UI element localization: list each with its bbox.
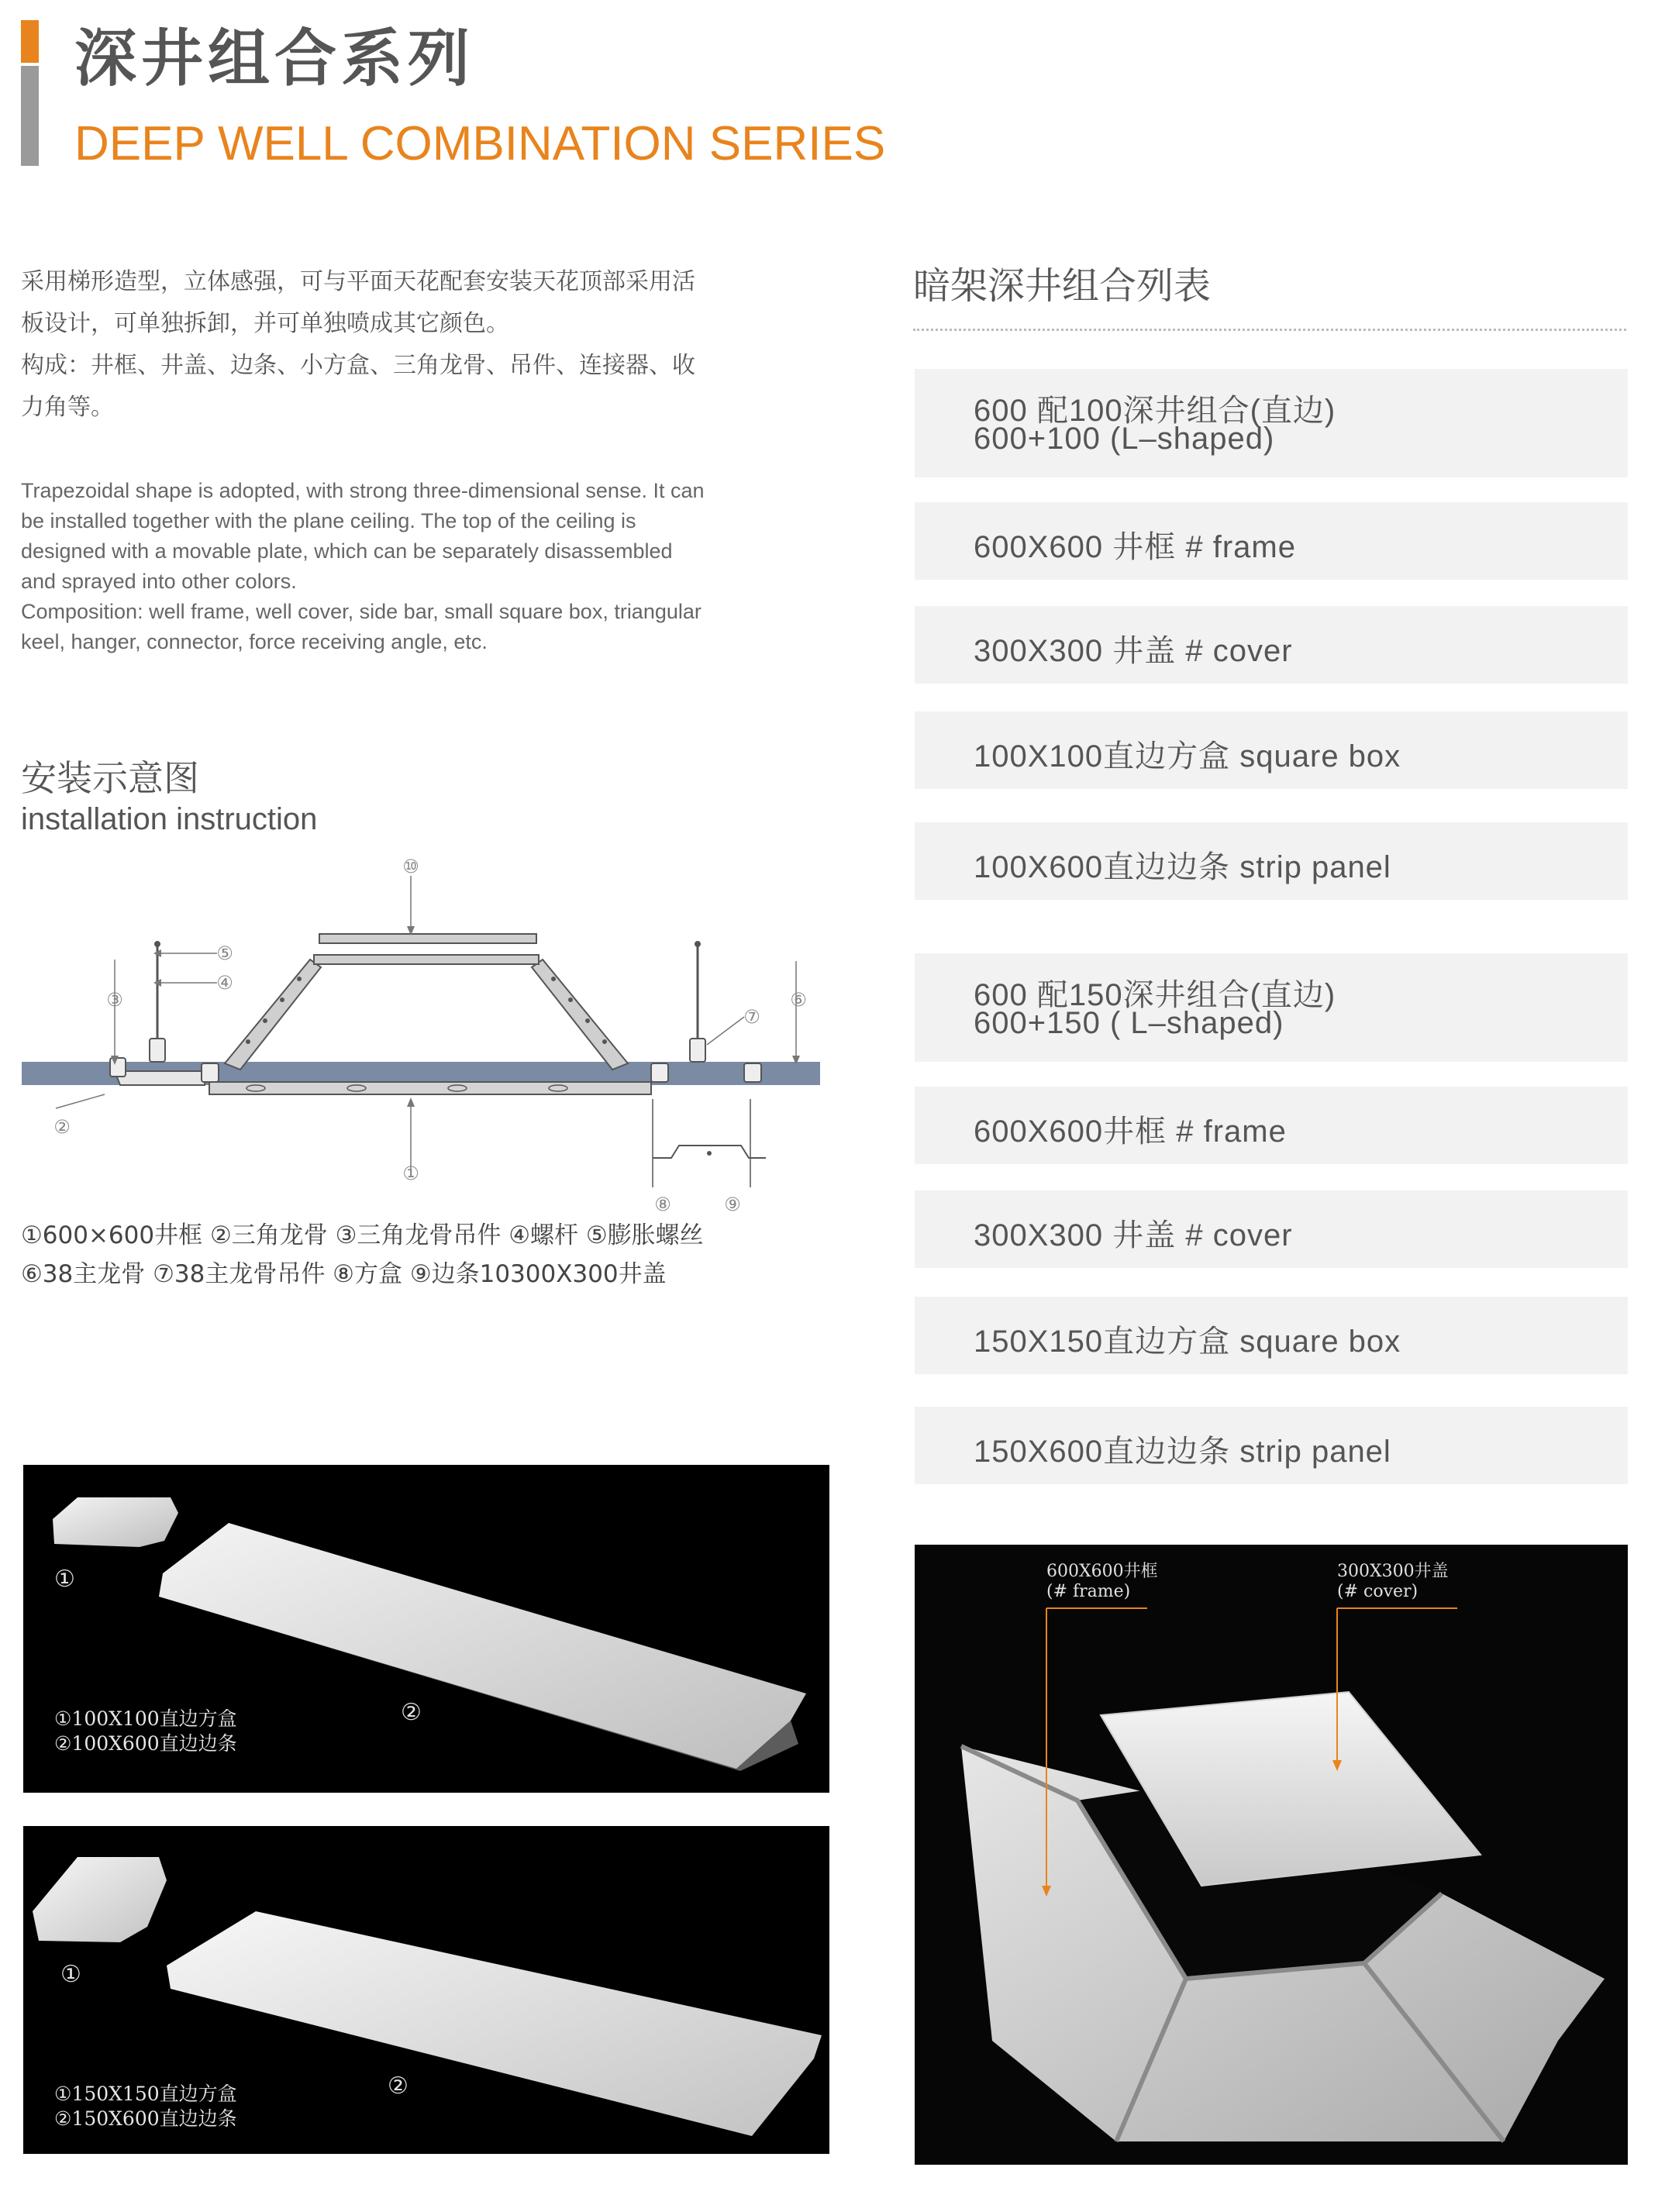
callout-2: ②: [53, 1116, 71, 1138]
table-row: [915, 822, 1628, 900]
intro-zh: [21, 261, 827, 429]
page-title-en: DEEP WELL COMBINATION SERIES: [74, 117, 886, 171]
callout-10: ⑩: [402, 856, 419, 877]
installation-legend-line2: ⑥38主龙骨 ⑦38主龙骨吊件 ⑧方盒 ⑨边条10300X300井盖: [21, 1260, 667, 1288]
photo1-caption-1: ①100X100直边方盒: [54, 1707, 237, 1730]
table-row: [915, 953, 1628, 1062]
intro-en-line: keel, hanger, connector, force receiving angle, etc.: [21, 630, 488, 653]
table-row: [915, 502, 1628, 580]
photo1-number-1: ①: [54, 1566, 75, 1593]
table-row: [915, 1087, 1628, 1164]
installation-legend-line1: ①600×600井框 ②三角龙骨 ③三角龙骨吊件 ④螺杆 ⑤膨胀螺丝: [21, 1221, 704, 1249]
photo2-number-1: ①: [60, 1961, 81, 1988]
top-frame-plate: [314, 955, 539, 964]
table-title-divider: [913, 329, 1626, 331]
table-row: [915, 369, 1628, 477]
row-line1: 600 配100深井组合(直边): [974, 394, 1336, 428]
table-row: [915, 1407, 1628, 1484]
intro-zh-line: 采用梯形造型，立体感强，可与平面天花配套安装天花顶部采用活: [21, 268, 695, 295]
callout-3: ③: [106, 989, 123, 1011]
table-row: [915, 1190, 1628, 1268]
row-line1: 600X600 井框 # frame: [974, 530, 1296, 564]
hanger-clip: [110, 1058, 126, 1077]
callout-1: ①: [402, 1163, 419, 1184]
row-line1: 100X100直边方盒 square box: [974, 739, 1401, 774]
table-row: [915, 711, 1628, 789]
intro-en-line: be installed together with the plane ceiling. The top of the ceiling is: [21, 509, 636, 532]
strip-panel-image: [159, 1523, 806, 1769]
photo1-number-2: ②: [401, 1699, 422, 1726]
frame-base-strip: [209, 1082, 651, 1094]
row-line1: 600X600井框 # frame: [974, 1115, 1287, 1149]
frame-label: 600X600井框: [1046, 1562, 1158, 1581]
strip-panel-image: [167, 1911, 822, 2136]
intro-zh-line: 构成：井框、井盖、边条、小方盒、三角龙骨、吊件、连接器、收: [21, 352, 695, 379]
well-cover-plate: [319, 934, 536, 943]
row-line1: 300X300 井盖 # cover: [974, 1218, 1293, 1252]
product-photo-150: [23, 1826, 829, 2154]
triangle-keel-left: [115, 1071, 206, 1085]
frame-sublabel: (# frame): [1046, 1582, 1131, 1601]
photo1-caption-2: ②100X600直边边条: [54, 1732, 237, 1755]
installation-diagram: [16, 853, 837, 1225]
installation-title-zh: 安装示意图: [21, 757, 199, 799]
product-photo-100: [23, 1465, 829, 1793]
row-line1: 300X300 井盖 # cover: [974, 634, 1293, 668]
row-line1: 150X150直边方盒 square box: [974, 1325, 1401, 1359]
intro-en-line: and sprayed into other colors.: [21, 570, 297, 593]
photo2-number-2: ②: [388, 2072, 408, 2100]
trapezoid-wall-left: [225, 960, 321, 1070]
table-row: [915, 1297, 1628, 1374]
intro-en-line: designed with a movable plate, which can be separately disassembled: [21, 539, 673, 563]
intro-en: [21, 476, 827, 657]
square-box-image: [33, 1857, 167, 1942]
photo2-caption-2: ②150X600直边边条: [54, 2107, 237, 2130]
intro-en-line: Composition: well frame, well cover, side bar, small square box, triangular: [21, 600, 702, 623]
callout-9: ⑨: [724, 1194, 741, 1215]
cover-label: 300X300井盖: [1337, 1562, 1449, 1581]
assembly-photo: [915, 1545, 1628, 2165]
header-gray-bar: [21, 66, 39, 166]
intro-zh-line: 力角等。: [21, 394, 114, 421]
callout-7: ⑦: [743, 1006, 760, 1028]
page-title-zh: 深井组合系列: [74, 22, 474, 95]
row-line1: 100X600直边边条 strip panel: [974, 850, 1391, 884]
callout-6: ⑥: [790, 989, 807, 1011]
table-row: [915, 606, 1628, 684]
callout-5: ⑤: [216, 942, 233, 964]
callout-4: ④: [216, 972, 233, 994]
row-line2: 600+150 ( L–shaped): [974, 1006, 1284, 1040]
table-title: 暗架深井组合列表: [913, 264, 1212, 308]
square-box-image: [53, 1497, 178, 1547]
header-accent-bar: [21, 20, 39, 63]
trapezoid-wall-right: [532, 960, 628, 1070]
row-line2: 600+100 (L–shaped): [974, 422, 1275, 456]
intro-zh-line: 板设计，可单独拆卸，并可单独喷成其它颜色。: [21, 310, 509, 337]
callout-8: ⑧: [654, 1194, 671, 1215]
photo2-caption-1: ①150X150直边方盒: [54, 2083, 237, 2105]
intro-en-line: Trapezoidal shape is adopted, with strong three-dimensional sense. It can: [21, 479, 705, 502]
row-line1: 150X600直边边条 strip panel: [974, 1435, 1391, 1469]
row-line1: 600 配150深井组合(直边): [974, 978, 1336, 1012]
cover-sublabel: (# cover): [1337, 1582, 1419, 1601]
installation-title-en: installation instruction: [21, 802, 318, 836]
